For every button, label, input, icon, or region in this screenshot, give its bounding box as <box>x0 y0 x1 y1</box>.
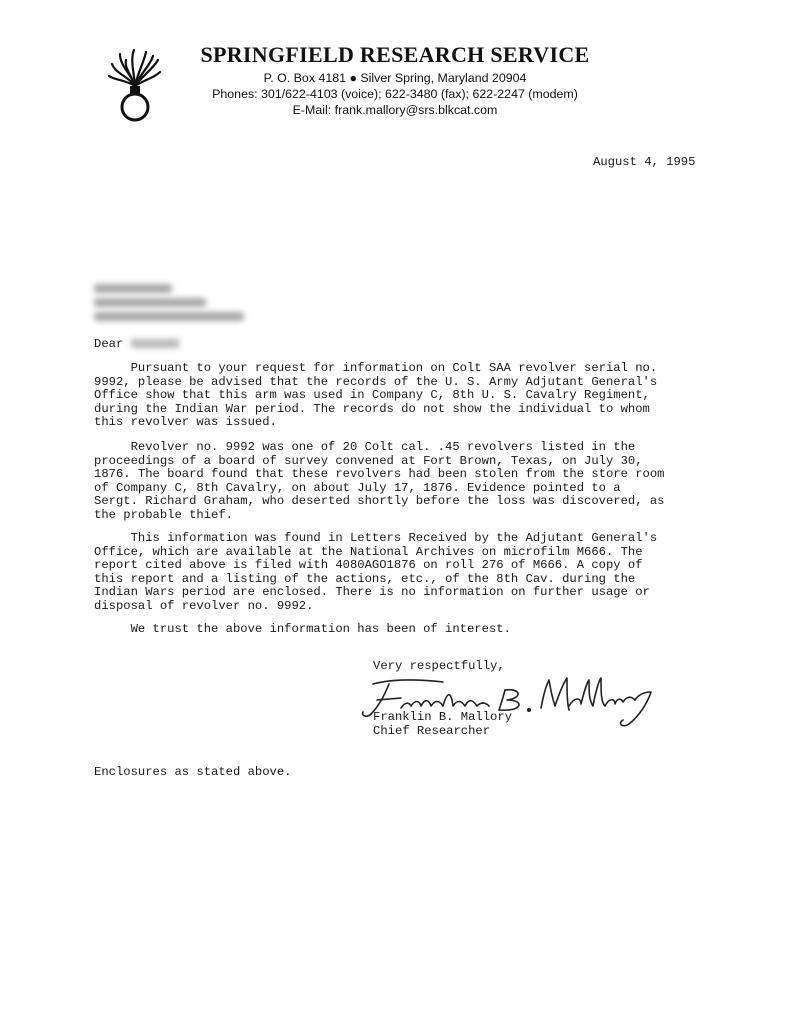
enclosures-note: Enclosures as stated above. <box>94 765 292 779</box>
flaming-grenade-icon <box>106 46 164 122</box>
paragraph-4: We trust the above information has been of interest. <box>94 622 511 636</box>
letter-date: August 4, 1995 <box>593 155 696 169</box>
recipient-name-redacted <box>131 339 179 348</box>
salutation-text: Dear <box>94 337 124 351</box>
letterhead-address: P. O. Box 4181 ● Silver Spring, Maryland 20904 <box>263 71 527 85</box>
organization-name: SPRINGFIELD RESEARCH SERVICE <box>200 42 590 67</box>
letterhead-phones: Phones: 301/622-4103 (voice); 622-3480 (fax); 622-2247 (modem) <box>212 87 578 101</box>
paragraph-3: This information was found in Letters Received by the Adjutant General's Office, which are available at the National Archives on microfilm M666. The report cited above is filed with 4080AGO1876 on roll 276 of M666. A copy of this report and a listing of the actions, etc., of the 8th Cav. during the Indian Wars period are enclosed. There is no information on further usage or disposal of revolver no. 9992. <box>94 531 658 613</box>
closing: Very respectfully, <box>373 659 505 673</box>
paragraph-1: Pursuant to your request for information on Colt SAA revolver serial no. 9992, please be advised that the records of the U. S. Army Adjutant General's Office show that this arm was used in Company C, 8th U. S. Cavalry Regiment, during the Indian War period. The records do not show the individual to whom this revolver was issued. <box>94 361 658 430</box>
paragraph-2: Revolver no. 9992 was one of 20 Colt cal. .45 revolvers listed in the proceedings of a board of survey convened at Fort Brown, Texas, on July 30, 1876. The board found that these revolvers had been stolen from the store room of Company C, 8th Cavalry, on about July 17, 1876. Evidence pointed to a Sergt. Richard Graham, who deserted shortly before the loss was discovered, as the probable thief. <box>94 440 665 522</box>
recipient-address-redacted <box>94 284 244 324</box>
signer-name: Franklin B. Mallory <box>373 710 512 724</box>
signer-title: Chief Researcher <box>373 724 491 738</box>
letterhead-email: E-Mail: frank.mallory@srs.blkcat.com <box>292 103 498 117</box>
salutation <box>94 338 179 352</box>
